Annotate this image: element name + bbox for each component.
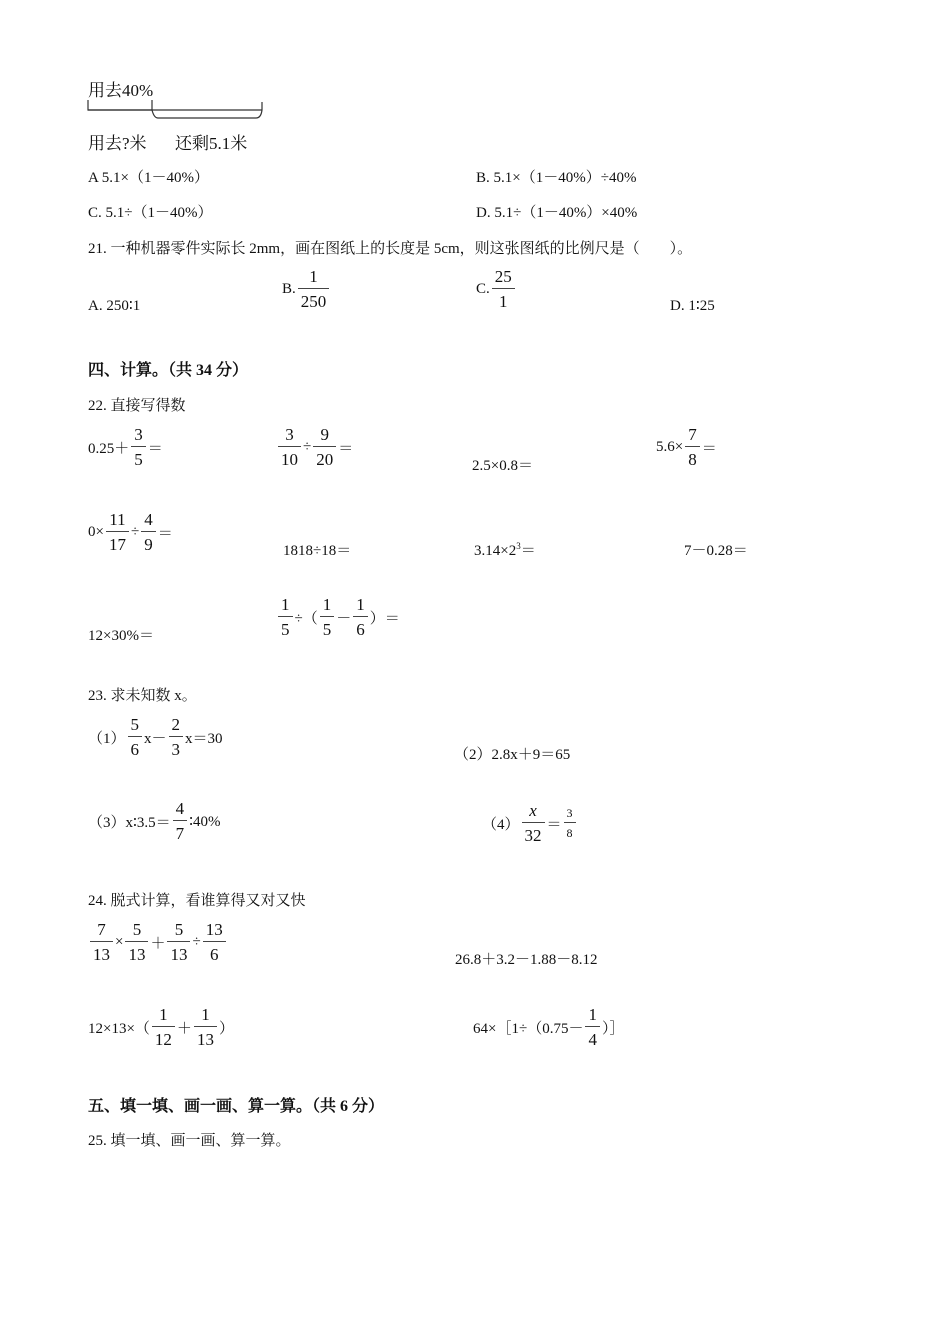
fraction bbox=[90, 921, 113, 963]
expr-text: 0.25＋ bbox=[88, 440, 130, 457]
operator: ÷ bbox=[192, 933, 201, 950]
denominator: 32 bbox=[524, 826, 542, 845]
operator: ÷ bbox=[130, 523, 140, 540]
expr-text: 12×13×（ bbox=[88, 1020, 150, 1037]
used-segment-bracket bbox=[88, 100, 152, 110]
numerator: 2 bbox=[169, 716, 184, 737]
denominator: 17 bbox=[108, 535, 126, 554]
numerator: 1 bbox=[194, 1006, 217, 1027]
bracket-diagram bbox=[86, 98, 268, 128]
q21-c-fraction bbox=[492, 268, 515, 310]
denominator: 5 bbox=[134, 450, 143, 469]
fraction bbox=[685, 426, 700, 468]
denominator: 6 bbox=[356, 620, 365, 639]
q22-r2c4: 7－0.28＝ bbox=[684, 543, 748, 559]
denominator: 5 bbox=[281, 620, 290, 639]
q23-part-2: （2）2.8x＋9＝65 bbox=[454, 747, 571, 763]
fraction bbox=[128, 716, 143, 758]
q21-c-prefix: C. bbox=[476, 280, 490, 297]
numerator: 3 bbox=[131, 426, 146, 447]
operator: ÷（ bbox=[294, 610, 318, 627]
numerator: 9 bbox=[313, 426, 336, 447]
part-label: （1） bbox=[88, 730, 126, 747]
diagram-bottom-left-label: 用去?米 bbox=[88, 134, 147, 153]
numerator: 7 bbox=[90, 921, 113, 942]
q23-part-3 bbox=[88, 800, 221, 842]
denominator: 13 bbox=[170, 945, 188, 964]
q22-r2c3 bbox=[474, 539, 536, 560]
fraction bbox=[203, 921, 226, 963]
section-5-title: 五、填一填、画一画、算一算。（共 6 分） bbox=[88, 1098, 385, 1115]
denominator: 4 bbox=[588, 1030, 597, 1049]
expr-text: ＝ bbox=[338, 440, 354, 457]
expr-text: ＝ bbox=[520, 543, 536, 559]
operator: ＋ bbox=[150, 935, 166, 952]
denominator: 9 bbox=[144, 535, 153, 554]
expr-text: x＝30 bbox=[185, 730, 223, 747]
q23-part-1 bbox=[88, 716, 223, 758]
operator: － bbox=[336, 610, 352, 627]
expr-text: ＝ bbox=[147, 440, 163, 457]
denominator: 3 bbox=[171, 740, 181, 759]
numerator: 4 bbox=[173, 800, 188, 821]
fraction bbox=[173, 800, 188, 842]
q24-stem: 24. 脱式计算，看谁算得又对又快 bbox=[88, 893, 306, 909]
q20-option-c: C. 5.1÷（1－40%） bbox=[88, 205, 213, 221]
q22-r3c1: 12×30%＝ bbox=[88, 628, 154, 644]
q22-r3c2 bbox=[276, 596, 400, 638]
q24-expr-3 bbox=[88, 1006, 234, 1048]
expr-text: ＝ bbox=[157, 525, 173, 542]
q22-r1c2 bbox=[276, 426, 353, 468]
expr-text: ＝ bbox=[701, 440, 717, 457]
q21-b-fraction bbox=[298, 268, 330, 310]
q21-option-b bbox=[282, 268, 331, 310]
numerator: 1 bbox=[152, 1006, 175, 1027]
q22-r1c1 bbox=[88, 426, 163, 468]
q22-r1c4 bbox=[656, 426, 717, 468]
numerator: 11 bbox=[106, 511, 129, 532]
fraction bbox=[169, 716, 184, 758]
q21-option-a: A. 250∶1 bbox=[88, 298, 141, 314]
fraction bbox=[278, 596, 293, 638]
denominator: 8 bbox=[566, 826, 573, 840]
denominator: 5 bbox=[322, 620, 332, 639]
fraction bbox=[353, 596, 368, 638]
diagram-top-label: 用去40% bbox=[88, 81, 154, 100]
q21-option-c bbox=[476, 268, 517, 310]
expr-text: ） bbox=[218, 1020, 234, 1037]
q21-b-prefix: B. bbox=[282, 280, 296, 297]
expr-text: x－ bbox=[144, 730, 167, 747]
denominator: 6 bbox=[130, 740, 140, 759]
expr-text: 3.14×2 bbox=[474, 543, 517, 559]
fraction bbox=[320, 596, 335, 638]
numerator: 13 bbox=[203, 921, 226, 942]
operator: ÷ bbox=[303, 438, 312, 455]
denominator: 20 bbox=[316, 450, 334, 469]
denominator: 8 bbox=[688, 450, 697, 469]
numerator: 1 bbox=[353, 596, 368, 617]
q23-stem: 23. 求未知数 x。 bbox=[88, 688, 197, 704]
expr-text: （3）x∶3.5＝ bbox=[88, 814, 171, 831]
q22-r2c2: 1818÷18＝ bbox=[283, 543, 352, 559]
denominator: 13 bbox=[128, 945, 146, 964]
operator: ＝ bbox=[546, 816, 562, 833]
q20-option-d: D. 5.1÷（1－40%）×40% bbox=[476, 205, 638, 221]
q24-expr-1 bbox=[88, 921, 228, 963]
fraction bbox=[522, 802, 545, 844]
diagram-bottom-right-label: 还剩5.1米 bbox=[175, 134, 248, 153]
denominator: 12 bbox=[154, 1030, 172, 1049]
denominator: 10 bbox=[281, 450, 298, 469]
denominator: 7 bbox=[175, 824, 185, 843]
fraction bbox=[141, 511, 156, 553]
numerator: 7 bbox=[685, 426, 700, 447]
denominator: 13 bbox=[196, 1030, 214, 1049]
q20-option-a: A 5.1×（1－40%） bbox=[88, 170, 209, 186]
numerator: 25 bbox=[492, 268, 515, 289]
numerator: 1 bbox=[585, 1006, 600, 1027]
expr-text: ）］ bbox=[601, 1020, 625, 1037]
fraction bbox=[278, 426, 301, 468]
numerator: 1 bbox=[298, 268, 330, 289]
fraction bbox=[564, 807, 576, 839]
denominator: 6 bbox=[209, 945, 219, 964]
fraction bbox=[152, 1006, 175, 1048]
fraction bbox=[131, 426, 146, 468]
exponent: 3 bbox=[516, 541, 521, 551]
expr-text: ）＝ bbox=[369, 610, 400, 627]
numerator: 4 bbox=[141, 511, 156, 532]
numerator: 3 bbox=[278, 426, 301, 447]
expr-text: ∶40% bbox=[189, 813, 221, 830]
operator: × bbox=[115, 933, 124, 950]
q21-stem: 21. 一种机器零件实际长 2mm，画在图纸上的长度是 5cm，则这张图纸的比例尺是（ ）。 bbox=[88, 241, 693, 257]
expr-text: 64×［1÷（0.75－ bbox=[473, 1020, 584, 1037]
numerator: 5 bbox=[125, 921, 148, 942]
expr-text: 5.6× bbox=[656, 438, 684, 455]
q21-option-d: D. 1∶25 bbox=[670, 298, 715, 314]
q22-r2c1 bbox=[88, 511, 173, 553]
numerator: x bbox=[522, 802, 545, 823]
numerator: 3 bbox=[564, 807, 576, 823]
q22-r1c3: 2.5×0.8＝ bbox=[472, 458, 533, 474]
q24-expr-2: 26.8＋3.2－1.88－8.12 bbox=[455, 952, 598, 968]
fraction bbox=[106, 511, 129, 553]
fraction bbox=[194, 1006, 217, 1048]
numerator: 5 bbox=[128, 716, 143, 737]
fraction bbox=[125, 921, 148, 963]
numerator: 5 bbox=[167, 921, 190, 942]
denominator: 13 bbox=[93, 945, 110, 964]
section-4-title: 四、计算。（共 34 分） bbox=[88, 362, 249, 379]
expr-text: 0× bbox=[88, 523, 104, 540]
fraction bbox=[585, 1006, 600, 1048]
q22-stem: 22. 直接写得数 bbox=[88, 398, 186, 414]
q23-part-4 bbox=[482, 802, 578, 844]
numerator: 1 bbox=[320, 596, 335, 617]
numerator: 1 bbox=[278, 596, 293, 617]
fraction bbox=[313, 426, 336, 468]
fraction bbox=[167, 921, 190, 963]
denominator: 250 bbox=[300, 292, 327, 311]
part-label: （4） bbox=[482, 816, 520, 833]
q20-option-b: B. 5.1×（1－40%）÷40% bbox=[476, 170, 637, 186]
denominator: 1 bbox=[499, 292, 508, 311]
q24-expr-4 bbox=[473, 1006, 624, 1048]
q25-stem: 25. 填一填、画一画、算一算。 bbox=[88, 1133, 291, 1149]
operator: ＋ bbox=[176, 1020, 192, 1037]
